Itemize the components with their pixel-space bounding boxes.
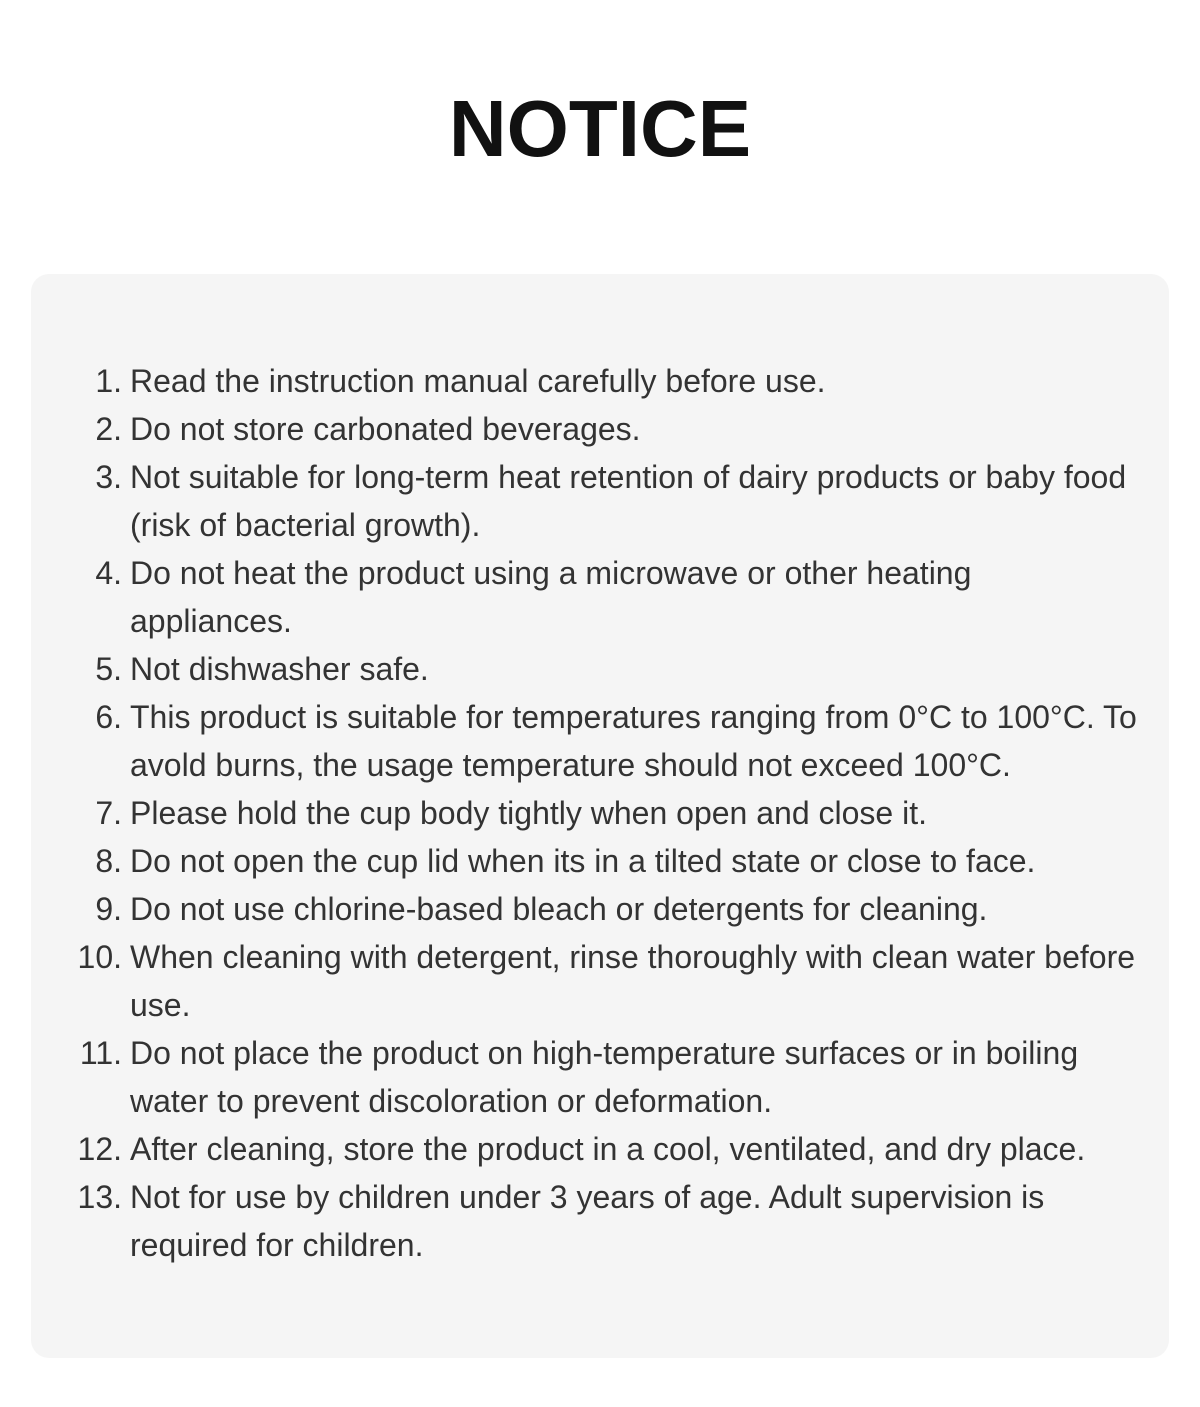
list-item bbox=[0, 549, 1140, 645]
item-text: Not for use by children under 3 years of age. Adult supervision is required for children. bbox=[130, 1179, 1045, 1263]
item-text: Do not open the cup lid when its in a tilted state or close to face. bbox=[130, 843, 1036, 879]
list-item bbox=[0, 885, 1140, 933]
item-number: 7. bbox=[95, 795, 122, 831]
list-item bbox=[0, 837, 1140, 885]
item-number: 4. bbox=[95, 555, 122, 591]
item-text: Please hold the cup body tightly when open and close it. bbox=[130, 795, 927, 831]
item-number: 9. bbox=[95, 891, 122, 927]
notice-list bbox=[0, 357, 1140, 1269]
list-item bbox=[0, 1029, 1140, 1125]
item-text: Not dishwasher safe. bbox=[130, 651, 429, 687]
item-number: 8. bbox=[95, 843, 122, 879]
item-number: 3. bbox=[95, 459, 122, 495]
list-item bbox=[0, 933, 1140, 1029]
list-item bbox=[0, 1173, 1140, 1269]
item-text: Read the instruction manual carefully before use. bbox=[130, 363, 826, 399]
item-text: Do not store carbonated beverages. bbox=[130, 411, 641, 447]
item-text: Do not use chlorine-based bleach or detergents for cleaning. bbox=[130, 891, 988, 927]
item-text: This product is suitable for temperatures ranging from 0°C to 100°C. To avold burns, the usage temperature should not exceed 100°C. bbox=[130, 699, 1137, 783]
list-item bbox=[0, 645, 1140, 693]
item-number: 10. bbox=[77, 939, 122, 975]
list-item bbox=[0, 357, 1140, 405]
list-item bbox=[0, 453, 1140, 549]
item-number: 13. bbox=[77, 1179, 122, 1215]
item-number: 2. bbox=[95, 411, 122, 447]
page-title: NOTICE bbox=[448, 84, 752, 173]
list-item bbox=[0, 789, 1140, 837]
item-text: After cleaning, store the product in a cool, ventilated, and dry place. bbox=[130, 1131, 1086, 1167]
list-item bbox=[0, 693, 1140, 789]
item-number: 11. bbox=[79, 1035, 122, 1071]
item-number: 1. bbox=[95, 363, 122, 399]
item-text: Do not place the product on high-temperature surfaces or in boiling water to prevent discoloration or deformation. bbox=[130, 1035, 1079, 1119]
item-number: 12. bbox=[77, 1131, 122, 1167]
list-item bbox=[0, 1125, 1140, 1173]
item-text: When cleaning with detergent, rinse thoroughly with clean water before use. bbox=[130, 939, 1136, 1023]
item-text: Do not heat the product using a microwave or other heating appliances. bbox=[130, 555, 972, 639]
item-text: Not suitable for long-term heat retention of dairy products or baby food (risk of bacterial growth). bbox=[130, 459, 1127, 543]
list-item bbox=[0, 405, 1140, 453]
item-number: 5. bbox=[95, 651, 122, 687]
item-number: 6. bbox=[95, 699, 122, 735]
